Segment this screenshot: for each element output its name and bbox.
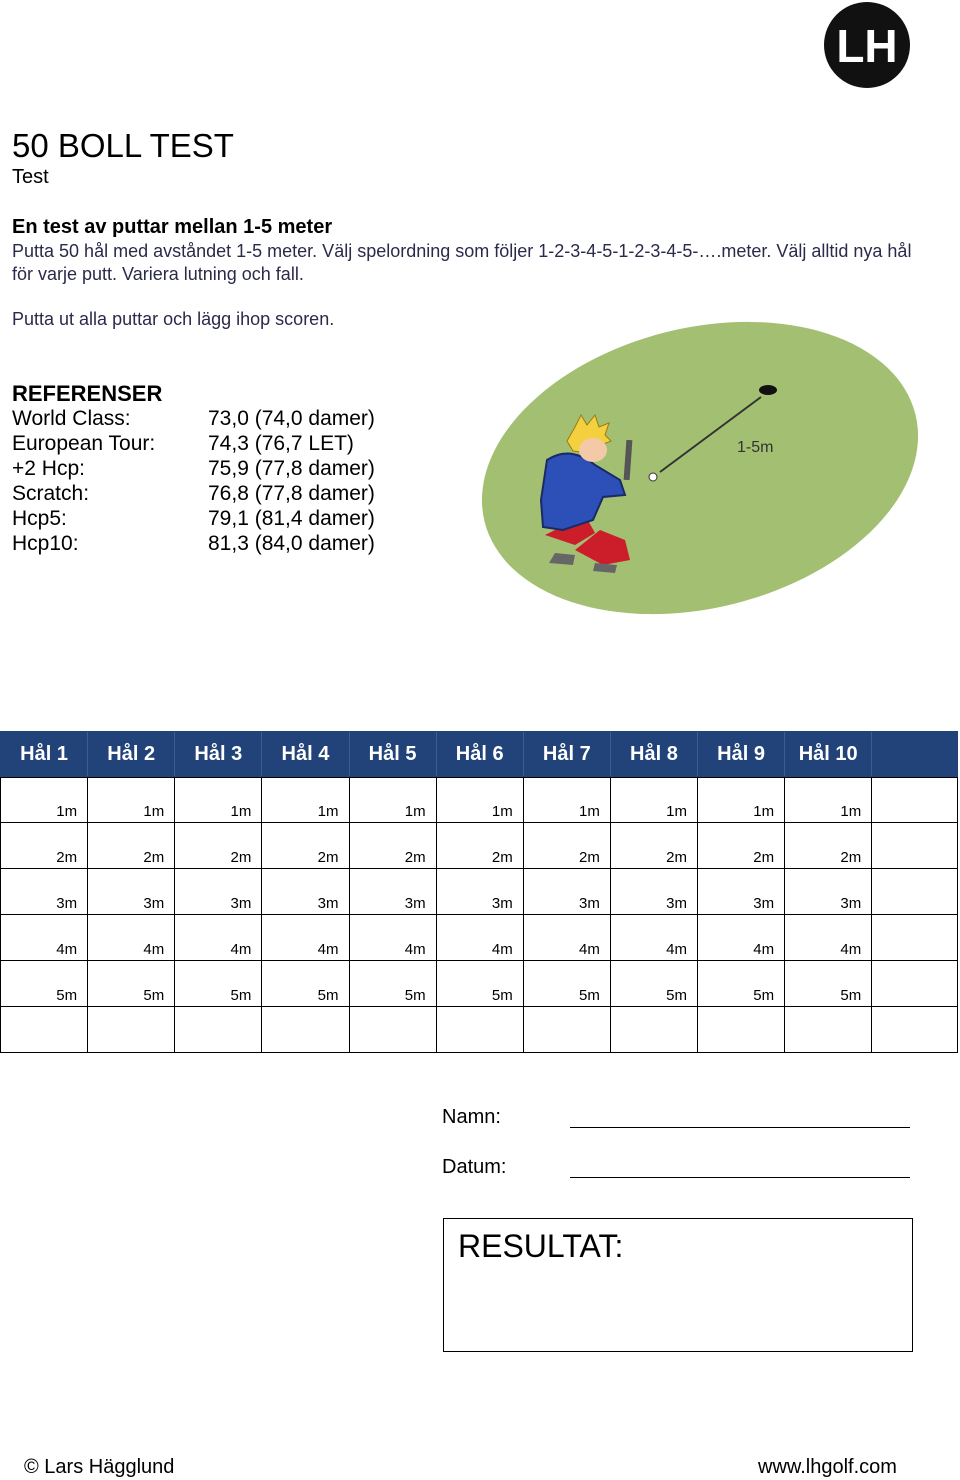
column-header — [872, 732, 957, 776]
table-cell[interactable] — [262, 1007, 349, 1052]
table-cell[interactable]: 1m — [262, 778, 349, 822]
reference-value: 81,3 (84,0 damer) — [208, 532, 375, 555]
table-cell[interactable]: 2m — [175, 823, 262, 868]
table-cell[interactable]: 4m — [698, 915, 785, 960]
table-cell[interactable]: 5m — [437, 961, 524, 1006]
table-cell[interactable]: 4m — [88, 915, 175, 960]
column-header: Hål 8 — [611, 732, 698, 776]
table-cell[interactable]: 5m — [1, 961, 88, 1006]
table-cell[interactable]: 3m — [88, 869, 175, 914]
reference-label: Hcp5: — [12, 507, 67, 530]
table-cell[interactable]: 1m — [524, 778, 611, 822]
reference-label: World Class: — [12, 407, 131, 430]
table-row — [1, 915, 957, 961]
table-cell[interactable] — [872, 915, 957, 960]
intro-extra: Putta ut alla puttar och lägg ihop scoren. — [12, 309, 335, 329]
table-cell[interactable]: 5m — [88, 961, 175, 1006]
table-cell[interactable]: 2m — [350, 823, 437, 868]
table-cell[interactable]: 1m — [88, 778, 175, 822]
table-row — [1, 823, 957, 869]
table-cell[interactable]: 4m — [611, 915, 698, 960]
table-cell[interactable]: 3m — [611, 869, 698, 914]
column-header: Hål 2 — [88, 732, 175, 776]
table-cell[interactable] — [785, 1007, 872, 1052]
table-cell[interactable]: 2m — [785, 823, 872, 868]
column-header: Hål 3 — [175, 732, 262, 776]
column-header: Hål 10 — [785, 732, 872, 776]
reference-label: European Tour: — [12, 432, 156, 455]
result-label: RESULTAT: — [458, 1228, 624, 1264]
column-header: Hål 9 — [698, 732, 785, 776]
table-cell[interactable]: 4m — [262, 915, 349, 960]
table-cell[interactable]: 3m — [524, 869, 611, 914]
hole-marker — [759, 385, 777, 395]
table-cell[interactable]: 4m — [524, 915, 611, 960]
table-cell[interactable]: 4m — [1, 915, 88, 960]
table-cell[interactable] — [872, 778, 957, 822]
table-row — [1, 1007, 957, 1053]
table-cell[interactable] — [872, 1007, 957, 1052]
table-cell[interactable]: 2m — [262, 823, 349, 868]
table-cell[interactable]: 4m — [785, 915, 872, 960]
table-cell[interactable]: 5m — [524, 961, 611, 1006]
table-cell[interactable]: 3m — [1, 869, 88, 914]
table-cell[interactable]: 3m — [785, 869, 872, 914]
green-shape — [475, 315, 925, 620]
table-cell[interactable]: 2m — [88, 823, 175, 868]
table-cell[interactable]: 4m — [350, 915, 437, 960]
table-cell[interactable]: 2m — [524, 823, 611, 868]
table-row — [1, 869, 957, 915]
reference-label: Hcp10: — [12, 532, 79, 555]
table-cell[interactable]: 1m — [437, 778, 524, 822]
table-cell[interactable]: 2m — [437, 823, 524, 868]
table-cell[interactable]: 1m — [175, 778, 262, 822]
table-cell[interactable] — [611, 1007, 698, 1052]
table-cell[interactable]: 1m — [611, 778, 698, 822]
table-cell[interactable]: 5m — [785, 961, 872, 1006]
references-heading: REFERENSER — [12, 381, 163, 406]
table-cell[interactable]: 1m — [350, 778, 437, 822]
table-cell[interactable]: 4m — [175, 915, 262, 960]
table-cell[interactable] — [437, 1007, 524, 1052]
table-cell[interactable]: 3m — [698, 869, 785, 914]
table-row — [1, 961, 957, 1007]
reference-row — [12, 406, 375, 431]
date-input-line[interactable] — [570, 1177, 910, 1178]
table-body — [0, 777, 958, 1053]
table-cell[interactable] — [88, 1007, 175, 1052]
reference-value: 74,3 (76,7 LET) — [208, 432, 354, 455]
table-cell[interactable]: 2m — [1, 823, 88, 868]
table-header — [0, 731, 958, 777]
golf-ball — [649, 473, 657, 481]
reference-value: 79,1 (81,4 damer) — [208, 507, 375, 530]
reference-row — [12, 431, 375, 456]
lh-logo — [824, 2, 910, 88]
distance-label: 1-5m — [737, 439, 774, 456]
table-cell[interactable] — [524, 1007, 611, 1052]
table-cell[interactable]: 3m — [175, 869, 262, 914]
table-cell[interactable]: 1m — [1, 778, 88, 822]
references-list — [12, 406, 375, 556]
table-cell[interactable]: 2m — [698, 823, 785, 868]
table-cell[interactable]: 5m — [175, 961, 262, 1006]
score-table — [0, 731, 958, 1053]
column-header: Hål 1 — [1, 732, 88, 776]
table-cell[interactable] — [175, 1007, 262, 1052]
reference-label: Scratch: — [12, 482, 90, 505]
footer-copyright: © Lars Hägglund — [24, 1456, 175, 1478]
table-cell[interactable]: 3m — [437, 869, 524, 914]
name-label: Namn: — [442, 1106, 501, 1128]
reference-label: +2 Hcp: — [12, 457, 85, 480]
table-cell[interactable]: 5m — [698, 961, 785, 1006]
reference-row — [12, 506, 375, 531]
reference-value: 73,0 (74,0 damer) — [208, 407, 375, 430]
footer-website[interactable]: www.lhgolf.com — [758, 1456, 897, 1478]
table-cell[interactable]: 4m — [437, 915, 524, 960]
column-header: Hål 5 — [350, 732, 437, 776]
reference-row — [12, 531, 375, 556]
page-title: 50 BOLL TEST — [12, 127, 234, 164]
intro-heading: En test av puttar mellan 1-5 meter — [12, 216, 333, 238]
table-cell[interactable]: 3m — [262, 869, 349, 914]
reference-value: 76,8 (77,8 damer) — [208, 482, 375, 505]
table-cell[interactable]: 2m — [611, 823, 698, 868]
table-cell[interactable] — [698, 1007, 785, 1052]
date-label: Datum: — [442, 1156, 507, 1178]
column-header: Hål 4 — [262, 732, 349, 776]
column-header: Hål 6 — [437, 732, 524, 776]
putting-illustration — [475, 315, 925, 620]
table-cell[interactable] — [872, 823, 957, 868]
intro-body: Putta 50 hål med avståndet 1-5 meter. Välj spelordning som följer 1-2-3-4-5-1-2-3-4-5-….meter. Välj alltid nya hål för varje putt. Variera lutning och fall. — [12, 241, 912, 284]
table-cell[interactable]: 3m — [350, 869, 437, 914]
table-cell[interactable]: 5m — [611, 961, 698, 1006]
logo-text: LH — [836, 20, 898, 72]
table-cell[interactable] — [872, 961, 957, 1006]
reference-row — [12, 481, 375, 506]
table-row — [1, 777, 957, 823]
table-cell[interactable] — [350, 1007, 437, 1052]
table-cell[interactable]: 5m — [350, 961, 437, 1006]
name-input-line[interactable] — [570, 1127, 910, 1128]
table-cell[interactable] — [1, 1007, 88, 1052]
table-cell[interactable]: 1m — [698, 778, 785, 822]
table-cell[interactable]: 1m — [785, 778, 872, 822]
column-header: Hål 7 — [524, 732, 611, 776]
table-cell[interactable]: 5m — [262, 961, 349, 1006]
reference-row — [12, 456, 375, 481]
page-subtitle: Test — [12, 166, 49, 188]
table-cell[interactable] — [872, 869, 957, 914]
reference-value: 75,9 (77,8 damer) — [208, 457, 375, 480]
